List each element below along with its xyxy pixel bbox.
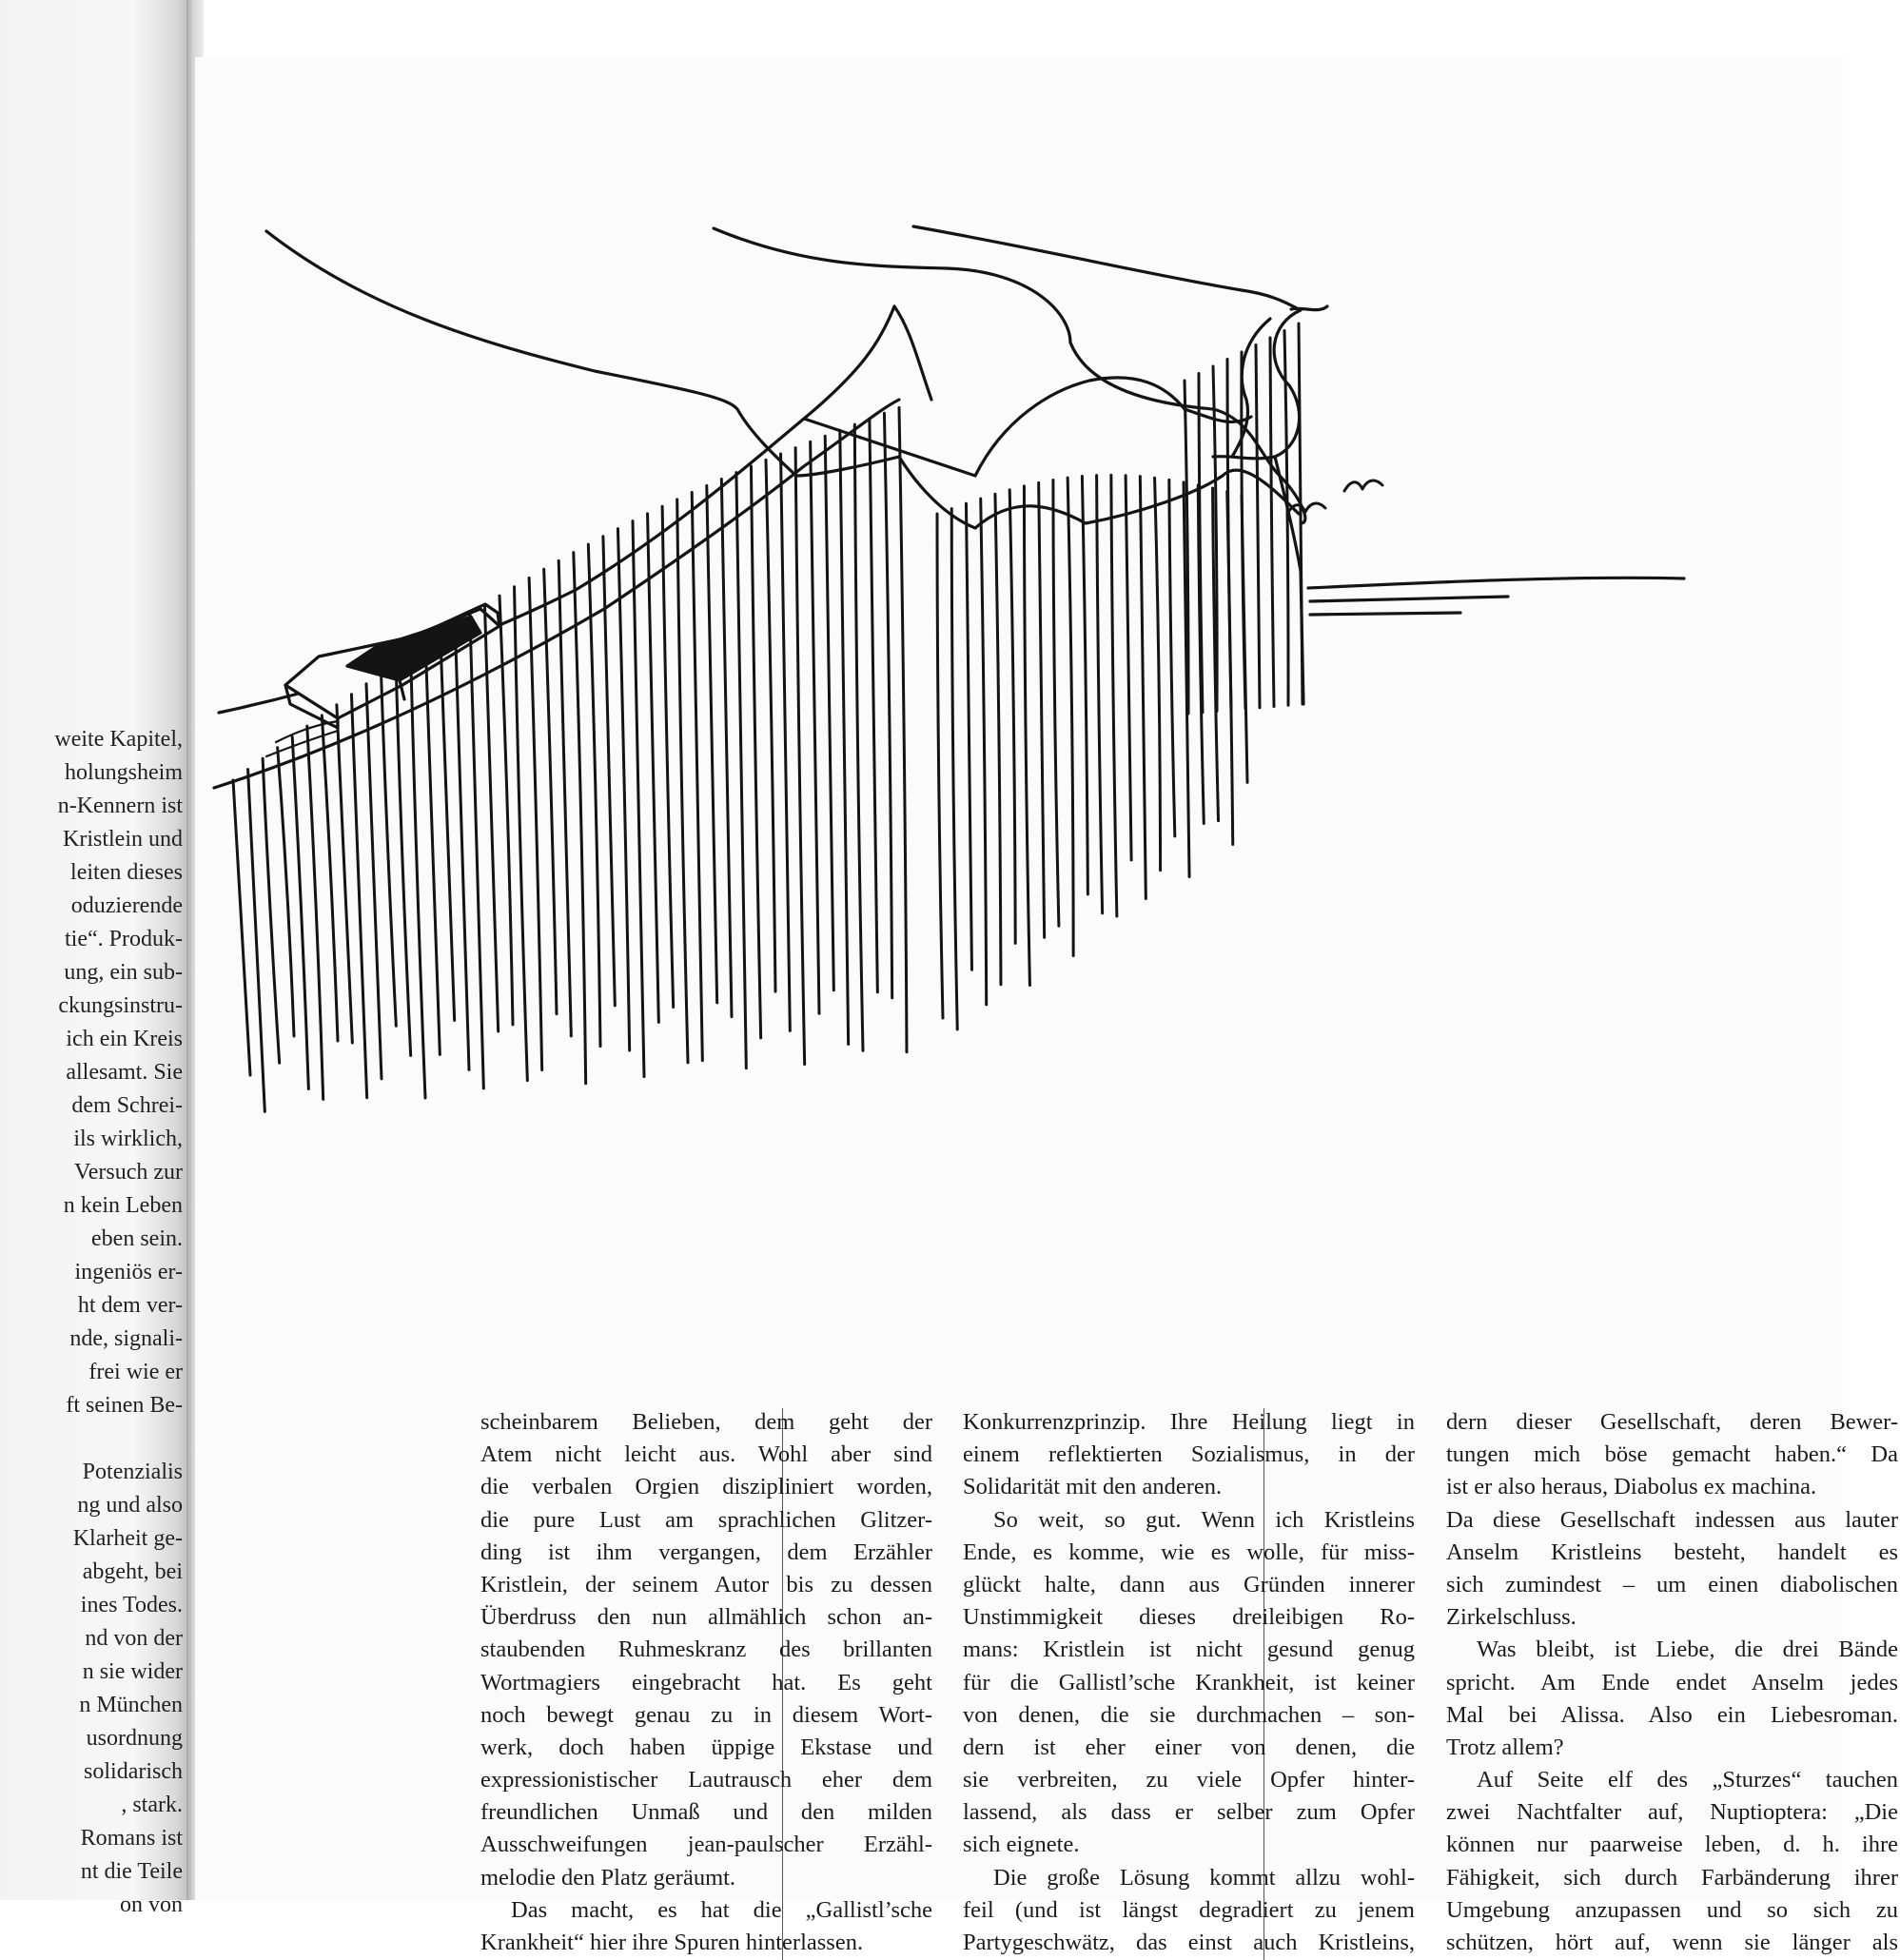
text-line: Da diese Gesellschaft indessen aus lauter <box>1446 1506 1898 1533</box>
left-page-line: ich ein Kreis <box>66 1027 183 1051</box>
text-line: einem reflektierten Sozialismus, in der <box>963 1441 1415 1468</box>
left-page-line: ung, ein sub- <box>64 960 183 985</box>
text-column-1 <box>480 1406 932 1959</box>
text-line: melodie den Platz geräumt. <box>480 1864 736 1891</box>
left-page-line <box>0 1422 183 1456</box>
text-line: feil (und ist längst degradiert zu jenem <box>963 1896 1415 1923</box>
text-line: Partygeschwätz, das einst auch Kristleins, <box>963 1930 1415 1955</box>
cliff-road-illustration <box>195 57 1843 1351</box>
text-line: Kristlein, der seinem Autor bis zu dessen <box>480 1571 932 1597</box>
text-line: werk, doch haben üppige Ekstase und <box>480 1734 932 1760</box>
text-line: So weit, so gut. Wenn ich Kristleins <box>993 1506 1415 1533</box>
left-page-line: n München <box>79 1693 183 1717</box>
left-page-line: Klarheit ge- <box>72 1526 183 1551</box>
left-page-line: tie“. Produk- <box>65 927 183 951</box>
text-line: sie verbreiten, zu viele Opfer hinter- <box>963 1767 1415 1793</box>
text-line: Ausschweifungen jean-paulscher Erzähl- <box>480 1832 932 1858</box>
left-page-line: Potenzialis <box>82 1460 183 1484</box>
text-line: von denen, die sie durchmachen – son- <box>963 1701 1415 1728</box>
left-page-line: nd von der <box>85 1626 183 1651</box>
left-page <box>0 0 190 1917</box>
left-page-line: allesamt. Sie <box>66 1060 183 1085</box>
text-line: lassend, als dass er selber zum Opfer <box>963 1799 1415 1826</box>
left-page-line: weite Kapitel, <box>54 727 183 752</box>
text-line: Fähigkeit, sich durch Farbänderung ihrer <box>1446 1864 1898 1891</box>
text-line: schützen, hört auf, wenn sie länger als <box>1446 1930 1898 1955</box>
text-column-2 <box>963 1406 1415 1959</box>
left-page-line: ils wirklich, <box>73 1127 183 1151</box>
left-page-line: frei wie er <box>88 1360 183 1384</box>
text-line: Umgebung anzupassen und so sich zu <box>1446 1896 1898 1923</box>
text-line: Anselm Kristleins besteht, handelt es <box>1446 1539 1898 1565</box>
text-line: Atem nicht leicht aus. Wohl aber sind <box>480 1441 932 1468</box>
text-line: Auf Seite elf des „Sturzes“ tauchen <box>1477 1767 1898 1793</box>
text-line: die verbalen Orgien diszipliniert worden, <box>480 1474 932 1500</box>
left-page-line: ng und also <box>77 1493 183 1518</box>
text-line: expressionistischer Lautrausch eher dem <box>480 1767 932 1793</box>
text-line: freundlichen Unmaß und den milden <box>480 1799 932 1826</box>
left-page-line: nde, signali- <box>69 1326 183 1351</box>
left-page-line: solidarisch <box>84 1759 183 1784</box>
text-line: ist er also heraus, Diabolus ex machina. <box>1446 1474 1817 1500</box>
left-page-text-column <box>0 723 183 1922</box>
text-line: Ende, es komme, wie es wolle, für miss- <box>963 1539 1415 1565</box>
right-page <box>195 57 1898 1955</box>
text-line: die pure Lust am sprachlichen Glitzer- <box>480 1506 932 1533</box>
text-line: Mal bei Alissa. Also ein Liebesroman. <box>1446 1701 1898 1728</box>
text-line: Solidarität mit den anderen. <box>963 1474 1223 1500</box>
text-column-3 <box>1446 1406 1898 1959</box>
text-line: dern ist eher einer von denen, die <box>963 1734 1415 1760</box>
text-line: Wortmagiers eingebracht hat. Es geht <box>480 1669 932 1695</box>
text-line: Die große Lösung kommt allzu wohl- <box>993 1864 1415 1891</box>
text-line: scheinbarem Belieben, dem geht der <box>480 1409 932 1435</box>
text-line: ding ist ihm vergangen, dem Erzähler <box>480 1539 932 1565</box>
left-page-line: Versuch zur <box>74 1160 183 1185</box>
left-page-line: Kristlein und <box>63 827 183 852</box>
text-line: Konkurrenzprinzip. Ihre Heilung liegt in <box>963 1409 1415 1435</box>
text-line: können nur paarweise leben, d. h. ihre <box>1446 1832 1898 1858</box>
text-line: spricht. Am Ende endet Anselm jedes <box>1446 1669 1898 1695</box>
left-page-line: , stark. <box>121 1793 183 1817</box>
left-page-line: n-Kennern ist <box>57 794 183 818</box>
left-page-line: dem Schrei- <box>71 1093 183 1118</box>
left-page-line: n kein Leben <box>63 1193 183 1218</box>
left-page-line: n sie wider <box>82 1659 183 1684</box>
text-line: sich eignete. <box>963 1832 1080 1858</box>
left-page-line: usordnung <box>86 1726 183 1751</box>
text-line: Unstimmigkeit dieses dreileibigen Ro- <box>963 1604 1415 1631</box>
left-page-line: ingeniös er- <box>74 1260 183 1284</box>
left-page-line: abgeht, bei <box>82 1559 183 1584</box>
left-page-line: leiten dieses <box>70 860 183 885</box>
text-line: noch bewegt genau zu in diesem Wort- <box>480 1701 932 1728</box>
left-page-line: nt die Teile <box>80 1859 183 1884</box>
text-line: Trotz allem? <box>1446 1734 1564 1760</box>
text-line: staubenden Ruhmeskranz des brillanten <box>480 1637 932 1663</box>
text-line: glückt halte, dann aus Gründen innerer <box>963 1571 1415 1597</box>
text-line: Zirkelschluss. <box>1446 1604 1577 1631</box>
left-page-line: ckungsinstru- <box>58 993 183 1018</box>
text-line: Was bleibt, ist Liebe, die drei Bände <box>1477 1637 1898 1663</box>
text-line: Krankheit“ hier ihre Spuren hinterlassen. <box>480 1930 864 1955</box>
text-line: mans: Kristlein ist nicht gesund genug <box>963 1637 1415 1663</box>
text-line: tungen mich böse gemacht haben.“ Da <box>1446 1441 1898 1468</box>
text-line: sich zumindest – um einen diabolischen <box>1446 1571 1898 1597</box>
text-line: Überdruss den nun allmählich schon an- <box>480 1604 932 1631</box>
left-page-line: Romans ist <box>80 1826 183 1851</box>
text-line: zwei Nachtfalter auf, Nuptioptera: „Die <box>1446 1799 1898 1826</box>
text-line: dern dieser Gesellschaft, deren Bewer- <box>1446 1409 1898 1435</box>
cliff-top-outlines <box>214 226 1684 788</box>
left-page-line: ht dem ver- <box>77 1293 183 1318</box>
left-page-line: eben sein. <box>91 1226 183 1251</box>
text-line: Das macht, es hat die „Gallistl’sche <box>511 1896 932 1923</box>
left-page-line: on von <box>120 1892 183 1917</box>
left-page-line: ines Todes. <box>80 1593 183 1617</box>
left-page-line: ft seinen Be- <box>66 1393 183 1418</box>
text-line: für die Gallistl’sche Krankheit, ist keiner <box>963 1669 1415 1695</box>
left-page-line: holungsheim <box>65 760 183 785</box>
left-page-line: oduzierende <box>70 893 183 918</box>
